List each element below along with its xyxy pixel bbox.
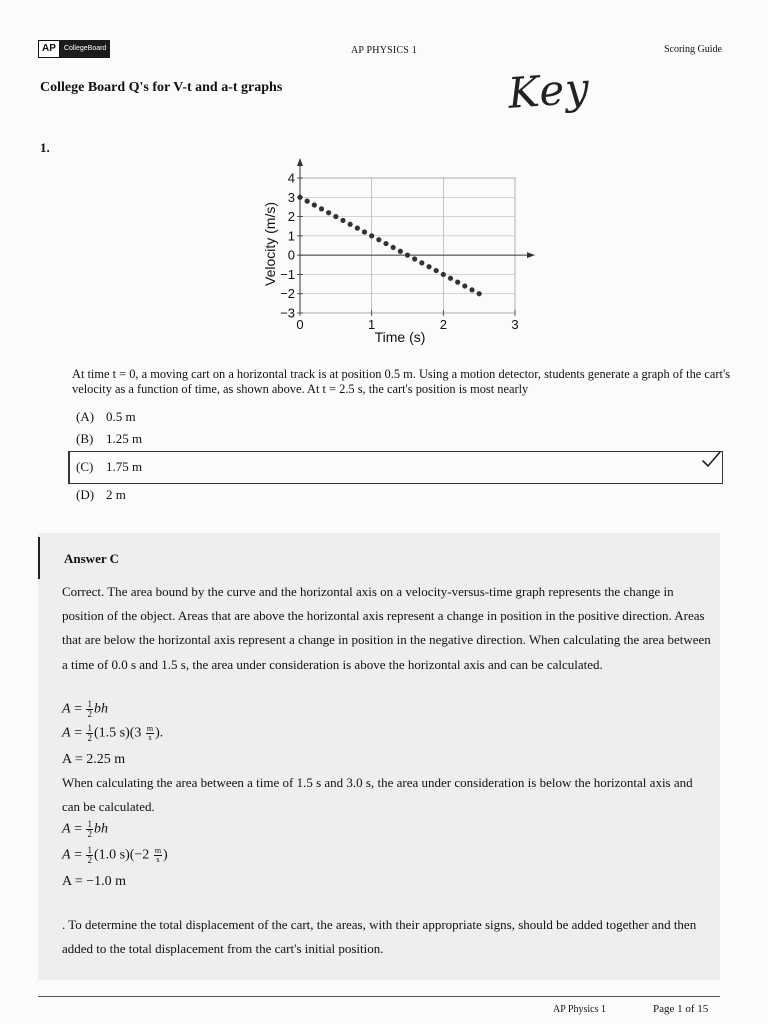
unit-num: m [154, 846, 162, 855]
equation-area-values-1 [62, 724, 163, 743]
data-point [369, 233, 374, 238]
data-point [434, 268, 439, 273]
data-point [412, 256, 417, 261]
answer-paragraph-1: Correct. The area bound by the curve and the horizontal axis on a velocity-versus-time graph represents the change in position of the object. Areas that are above the horizontal axis represent a change in position in the positive direction. Areas that are below the horizontal axis represent a change in position in the negative direction. When calculating the area between a time of 0.0 s and 1.5 s, the area under consideration is above the horizontal axis and can be calculated. [62, 584, 711, 672]
footer-course: AP Physics 1 [553, 1004, 606, 1015]
eq-sign: = [70, 847, 86, 863]
data-point [398, 249, 403, 254]
document-title: College Board Q's for V-t and a-t graphs [40, 80, 283, 95]
data-point [419, 260, 424, 265]
ap-logo-text: AP [38, 40, 60, 58]
footer-page-number: Page 1 of 15 [653, 1003, 709, 1015]
y-tick-label: −2 [280, 286, 295, 302]
choice-text: 1.25 m [106, 431, 143, 446]
data-point [333, 214, 338, 219]
fraction-half [86, 700, 93, 719]
data-point [362, 229, 367, 234]
y-tick-label: −3 [280, 305, 295, 321]
frac-den: 2 [87, 829, 92, 839]
choice-d[interactable] [76, 487, 126, 503]
eq-lhs: A [62, 821, 71, 837]
y-tick-label: 1 [287, 228, 295, 244]
eq-lhs: A [62, 847, 71, 863]
choice-letter: (A) [76, 409, 95, 424]
data-point [348, 222, 353, 227]
data-point [305, 199, 310, 204]
velocity-time-chart [250, 150, 550, 350]
data-point [477, 291, 482, 296]
data-point [340, 218, 345, 223]
question-text: At time t = 0, a moving cart on a horizontal track is at position 0.5 m. Using a motion detector, students generate a graph of the cart's velocity as a function of time, as shown above. At t = 2.5 s, the cart's position is most nearly [72, 367, 731, 396]
y-axis-arrow [297, 158, 303, 166]
eq-sign: = [70, 725, 86, 741]
y-tick-label: −1 [280, 266, 295, 282]
eq-rest: bh [93, 701, 108, 717]
marked-answer-box [68, 451, 723, 484]
chart-axes [297, 158, 535, 313]
choice-c[interactable] [76, 459, 142, 475]
eq-end: ) [163, 847, 168, 863]
data-point [319, 206, 324, 211]
equation-area-result-1: A = 2.25 m [62, 752, 126, 767]
data-point [391, 245, 396, 250]
handwritten-key-note: Key [506, 63, 592, 118]
unit-den: s [156, 855, 160, 864]
fraction-half [86, 820, 93, 839]
frac-den: 2 [87, 733, 92, 743]
eq-sign: = [70, 701, 86, 717]
data-point [469, 287, 474, 292]
y-tick-label: 0 [287, 247, 295, 263]
choice-a[interactable] [76, 409, 136, 425]
choice-text: 1.75 m [106, 459, 143, 474]
y-tick-label: 3 [287, 189, 295, 205]
data-point [426, 264, 431, 269]
frac-den: 2 [87, 709, 92, 719]
ap-collegeboard-logo [38, 40, 110, 58]
fraction-half [86, 724, 93, 743]
fraction-half [86, 846, 93, 865]
check-mark-icon [700, 448, 722, 470]
choice-text: 0.5 m [106, 409, 136, 424]
collegeboard-logo-text: CollegeBoard [60, 40, 110, 58]
eq-rest: bh [93, 821, 108, 837]
data-point [462, 283, 467, 288]
eq-lhs: A [62, 701, 71, 717]
data-point [355, 226, 360, 231]
choice-b[interactable] [76, 431, 142, 447]
unit-fraction [146, 725, 154, 742]
data-point [326, 210, 331, 215]
eq-mid: (1.5 s)(3 [93, 725, 145, 741]
x-tick-label: 1 [368, 317, 376, 332]
chart-grid [300, 178, 515, 313]
data-point [383, 241, 388, 246]
frac-num: 1 [87, 723, 92, 733]
eq-sign: = [70, 821, 86, 837]
data-point [312, 202, 317, 207]
header-scoring-guide: Scoring Guide [663, 44, 722, 55]
question-number: 1. [40, 140, 50, 155]
answer-paragraph-3: . To determine the total displacement of the cart, the areas, with their appropriate signs, should be added together and then added to the total displacement from the cart's initial position. [62, 917, 697, 957]
choice-text: 2 m [106, 487, 126, 502]
x-axis-label: Time (s) [374, 329, 426, 345]
x-tick-label: 0 [296, 317, 304, 332]
chart-points [297, 195, 481, 297]
frac-num: 1 [87, 699, 92, 709]
data-point [455, 280, 460, 285]
x-tick-label: 2 [439, 317, 447, 332]
choice-letter: (C) [76, 459, 94, 474]
plot-frame [300, 178, 515, 313]
frac-num: 1 [87, 845, 92, 855]
y-axis-label: Velocity (m/s) [262, 201, 278, 287]
y-tick-label: 4 [287, 170, 295, 186]
header-subject: AP PHYSICS 1 [351, 45, 417, 56]
equation-area-formula-1 [62, 700, 108, 719]
data-point [441, 272, 446, 277]
eq-mid: (1.0 s)(−2 [93, 847, 153, 863]
eq-end: ). [155, 725, 164, 741]
unit-fraction [154, 847, 162, 864]
data-point [448, 276, 453, 281]
equation-area-formula-2 [62, 820, 108, 839]
choice-letter: (B) [76, 431, 94, 446]
data-point [376, 237, 381, 242]
frac-num: 1 [87, 819, 92, 829]
answer-paragraph-2: When calculating the area between a time of 1.5 s and 3.0 s, the area under consideration is below the horizontal axis and can be calculated. [62, 775, 693, 815]
y-tick-label: 2 [287, 209, 295, 225]
data-point [405, 253, 410, 258]
x-axis-arrow [527, 252, 535, 258]
eq-lhs: A [62, 725, 71, 741]
x-tick-label: 3 [511, 317, 519, 332]
answer-margin-bar [38, 537, 40, 579]
equation-area-result-2: A = −1.0 m [62, 874, 127, 889]
footer-divider [38, 996, 720, 997]
equation-area-values-2 [62, 846, 168, 865]
choice-letter: (D) [76, 487, 95, 502]
unit-num: m [146, 724, 154, 733]
unit-den: s [148, 733, 152, 742]
frac-den: 2 [87, 855, 92, 865]
answer-title: Answer C [64, 551, 120, 566]
